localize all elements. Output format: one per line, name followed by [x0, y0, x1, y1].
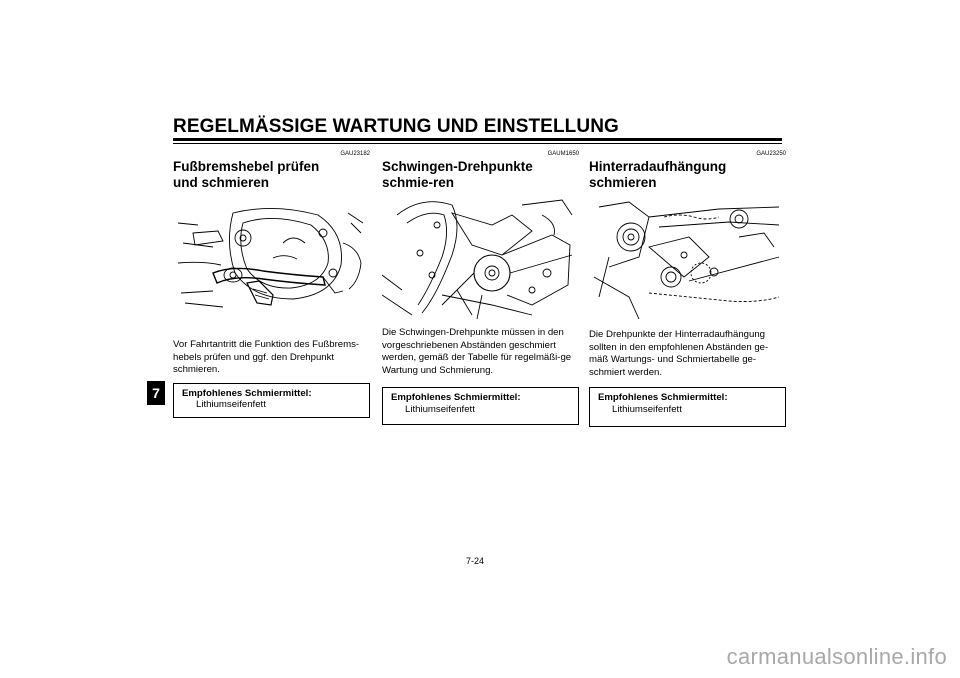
section-code: GAU23250	[756, 151, 786, 157]
lubricant-label: Empfohlenes Schmiermittel:	[182, 387, 312, 399]
lubricant-value: Lithiumseifenfett	[196, 399, 266, 411]
rear-suspension-illustration	[589, 197, 784, 319]
watermark-text: carmanualsonline.info	[726, 644, 947, 669]
chapter-tab: 7	[147, 381, 165, 405]
lubricant-value: Lithiumseifenfett	[612, 403, 682, 415]
header-rule	[173, 138, 782, 141]
section-body: Die Drehpunkte der Hinterradaufhängung sollten in den empfohlenen Abständen ge-mäß Wartungs- und Schmiertabelle ge-schmiert werden.	[589, 329, 769, 378]
section-swingarm	[382, 150, 579, 425]
brake-pedal-illustration	[173, 203, 368, 321]
page-number: 7-24	[466, 556, 485, 566]
lubricant-label: Empfohlenes Schmiermittel:	[598, 392, 728, 404]
lubricant-note	[173, 383, 370, 418]
section-code: GAUM1650	[547, 151, 579, 157]
section-title: Fußbremshebel prüfen und schmieren	[173, 159, 320, 190]
lubricant-note	[589, 387, 786, 426]
lubricant-value: Lithiumseifenfett	[405, 403, 475, 415]
header-rule-thin	[173, 143, 782, 144]
swingarm-pivot-illustration	[382, 195, 577, 319]
lubricant-label: Empfohlenes Schmiermittel:	[391, 392, 521, 404]
section-title: Hinterradaufhängung schmieren	[589, 159, 727, 190]
section-body: Vor Fahrtantritt die Funktion des Fußbrems-hebels prüfen und ggf. den Drehpunkt schmieren.	[173, 339, 360, 376]
section-code: GAU23182	[340, 151, 370, 157]
section-body: Die Schwingen-Drehpunkte müssen in den vorgeschriebenen Abständen geschmiert werden, gemäß der Tabelle für regelmäßi-ge Wartung und Schmierung.	[382, 327, 572, 376]
section-rear-suspension	[589, 150, 786, 427]
lubricant-note	[382, 387, 579, 424]
section-title: Schwingen-Drehpunkte schmie-ren	[382, 159, 533, 190]
section-foot-brake	[173, 150, 370, 418]
page-header-title: REGELMÄSSIGE WARTUNG UND EINSTELLUNG	[173, 116, 619, 137]
